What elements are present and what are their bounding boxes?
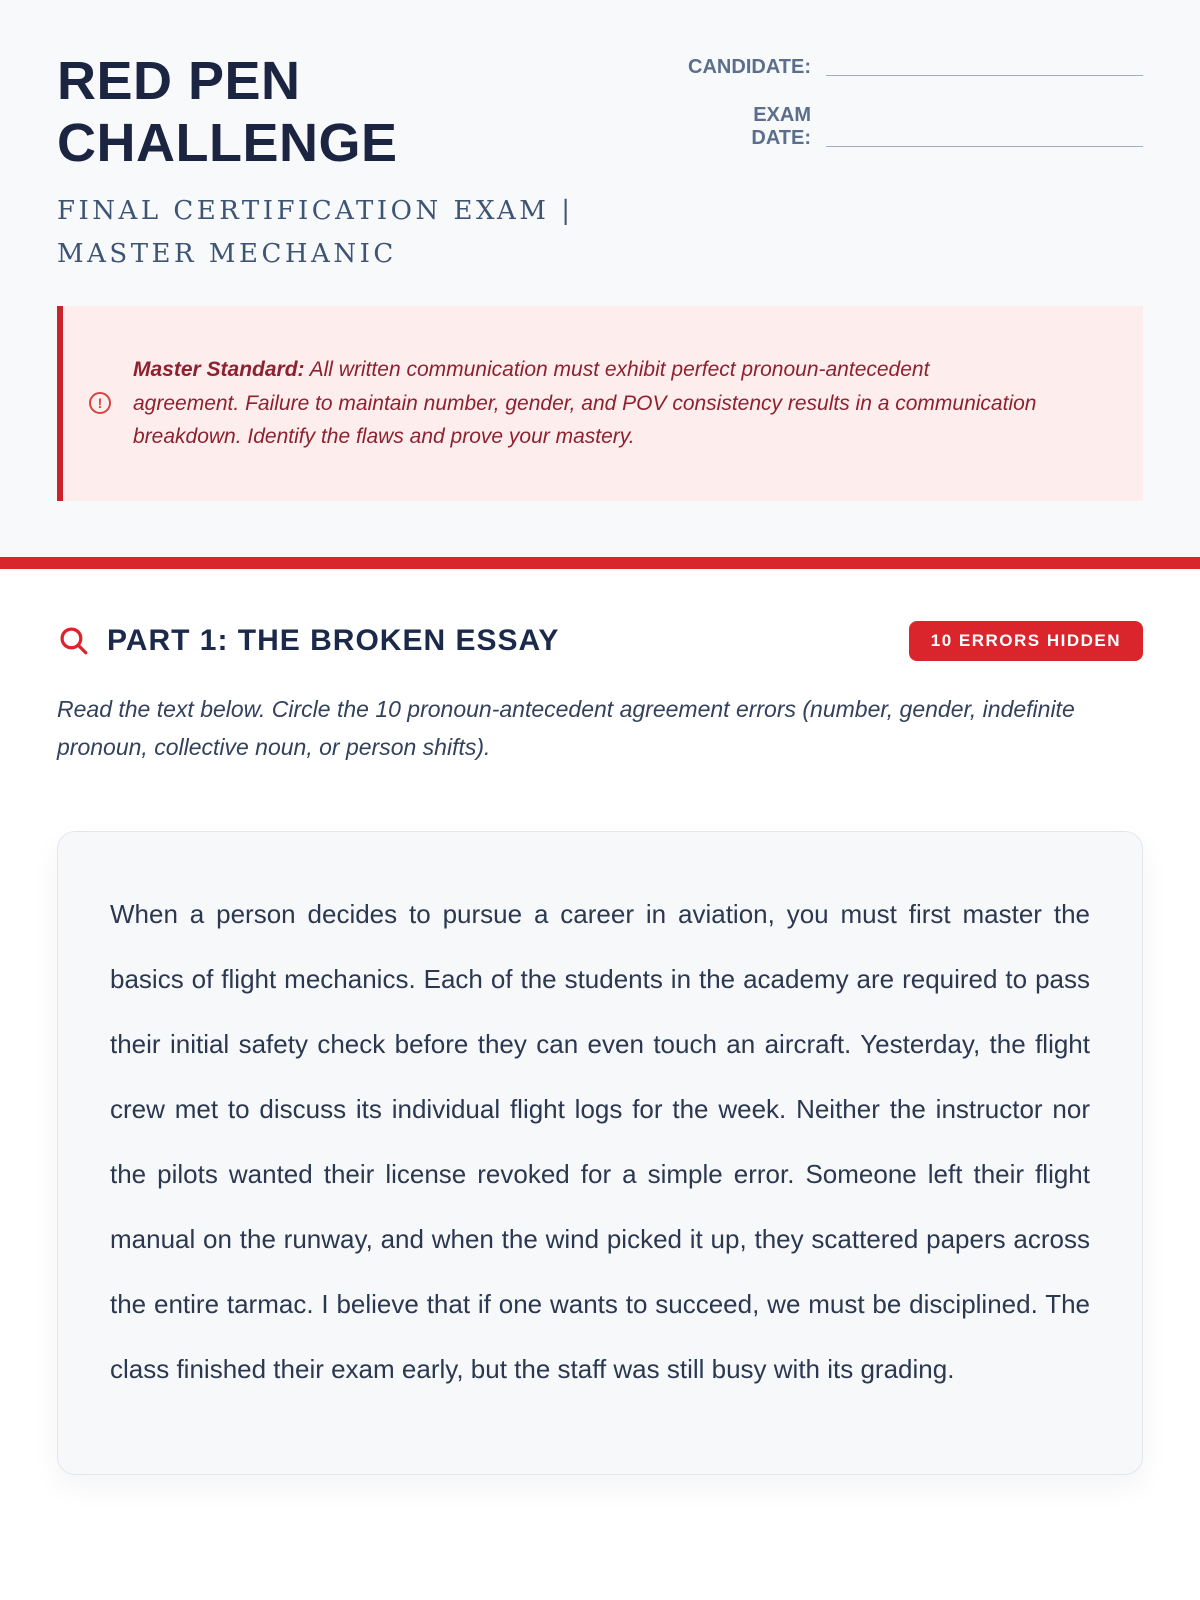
page-title-line2: CHALLENGE	[57, 113, 398, 174]
candidate-field-row	[681, 56, 1143, 80]
red-divider-band	[0, 557, 1200, 569]
broken-essay-text: When a person decides to pursue a career in aviation, you must first master the basics of flight mechanics. Each of the students in the academy are required to pass their initial safety check before they can even touch an aircraft. Yesterday, the flight crew met to discuss its individual flight logs for the week. Neither the instructor nor the pilots wanted their license revoked for a simple error. Someone left their flight manual on the runway, and when the wind picked it up, they scattered papers across the entire tarmac. I believe that if one wants to succeed, we must be disciplined. The class finished their exam early, but the staff was still busy with its grading.	[110, 898, 1090, 1384]
candidate-blank-line[interactable]	[826, 74, 1143, 76]
exam-header	[0, 0, 1200, 557]
errors-hidden-badge: 10 ERRORS HIDDEN	[909, 621, 1143, 661]
page-title	[57, 50, 647, 174]
page-subtitle: FINAL CERTIFICATION EXAM | MASTER MECHANIC	[57, 196, 574, 270]
alert-text	[133, 353, 1038, 454]
broken-essay-card	[57, 831, 1143, 1475]
part1-instructions: Read the text below. Circle the 10 pronoun-antecedent agreement errors (number, gender, indefinite pronoun, collective noun, or person shifts).	[57, 695, 1075, 760]
page-title-line1: RED PEN	[57, 51, 301, 111]
master-standard-alert	[57, 306, 1143, 501]
part1-heading-row	[57, 621, 1143, 661]
part1-section	[0, 569, 1200, 1510]
title-block	[57, 50, 647, 276]
alert-circle-icon: !	[89, 392, 111, 414]
exam-date-label: EXAM DATE:	[751, 103, 811, 150]
part1-title-wrap	[57, 624, 559, 658]
alert-lead: Master Standard:	[133, 357, 305, 381]
header-top-row	[57, 50, 1143, 276]
candidate-label: CANDIDATE:	[688, 56, 811, 78]
exam-date-blank-line[interactable]	[826, 145, 1143, 147]
alert-body: All written communication must exhibit perfect pronoun-antecedent agreement. Failure to maintain number, gender, and POV consistency results in a communication breakdown. Identify the flaws and prove your mastery.	[133, 357, 1037, 449]
candidate-fields	[681, 50, 1143, 151]
part1-title: PART 1: THE BROKEN ESSAY	[107, 623, 560, 657]
search-icon	[57, 624, 91, 658]
exam-date-field-row	[681, 104, 1143, 151]
